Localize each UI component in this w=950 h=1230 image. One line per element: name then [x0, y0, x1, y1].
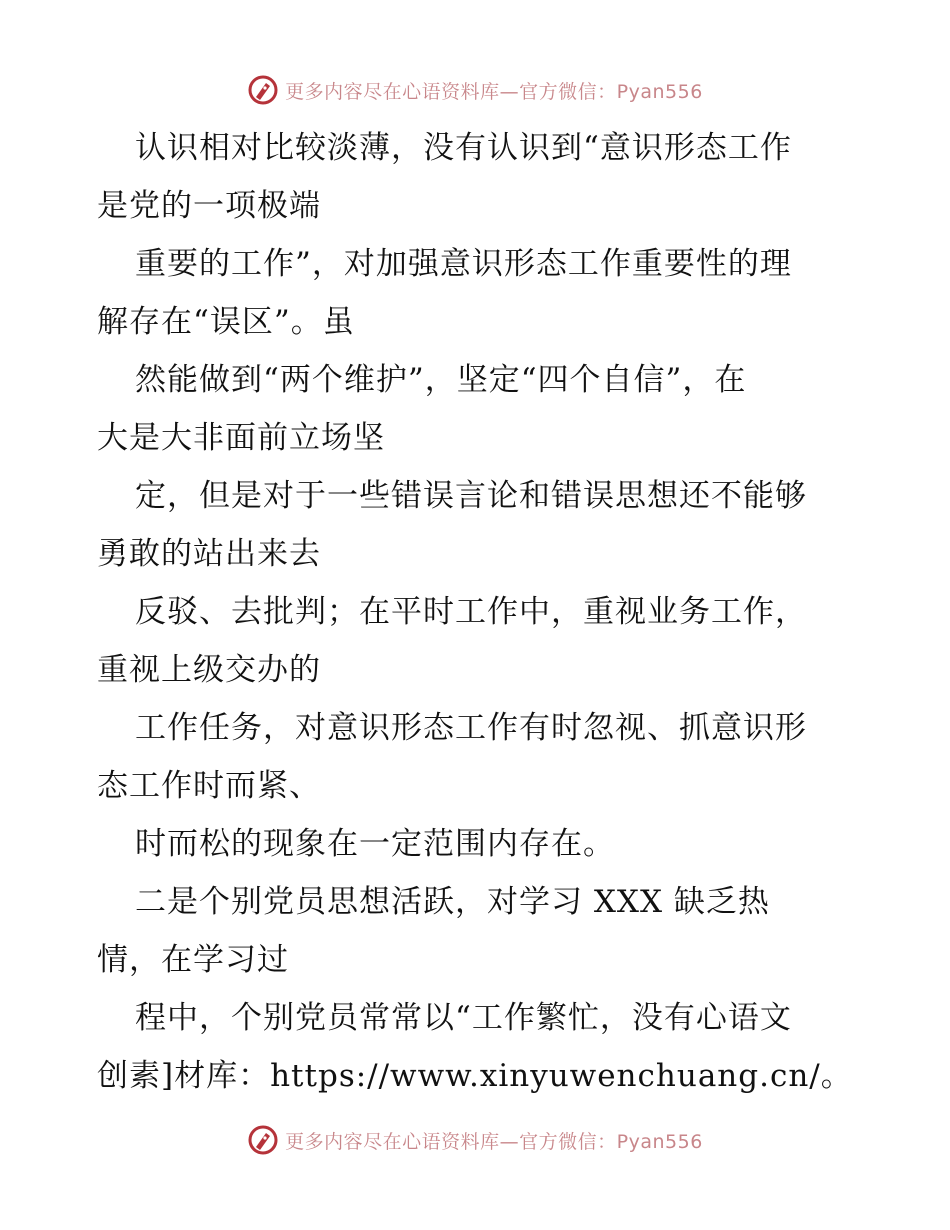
- text-line: 定，但是对于一些错误言论和错误思想还不能够: [135, 478, 807, 514]
- text-line: 反驳、去批判；在平时工作中，重视业务工作，: [135, 594, 807, 630]
- text-line: 重视上级交办的: [97, 652, 321, 688]
- text-line: 勇敢的站出来去: [97, 536, 321, 572]
- text-line: 二是个别党员思想活跃，对学习 XXX 缺乏热: [135, 884, 770, 920]
- text-line: 重要的工作”，对加强意识形态工作重要性的理: [135, 246, 792, 282]
- watermark-header: [0, 70, 950, 110]
- watermark-text: 更多内容尽在心语资料库—官方微信：Pyan556: [285, 80, 703, 103]
- text-line: 工作任务，对意识形态工作有时忽视、抓意识形: [135, 710, 807, 746]
- text-line: 大是大非面前立场坚: [97, 420, 385, 456]
- watermark-footer: [0, 1120, 950, 1160]
- text-line: 程中，个别党员常常以“工作繁忙，没有心语文: [135, 1000, 792, 1036]
- text-line: 态工作时而紧、: [97, 768, 321, 804]
- watermark-text: 更多内容尽在心语资料库—官方微信：Pyan556: [285, 1130, 703, 1153]
- text-line: 创素]材库：https://www.xinyuwenchuang.cn/。: [97, 1058, 853, 1094]
- pen-nib-logo-icon: [247, 1124, 279, 1156]
- text-line: 解存在“误区”。虽: [97, 304, 355, 340]
- text-line: 是党的一项极端: [97, 188, 321, 224]
- pen-nib-logo-icon: [247, 74, 279, 106]
- text-line: 然能做到“两个维护”，坚定“四个自信”，在: [135, 362, 747, 398]
- text-line: 认识相对比较淡薄，没有认识到“意识形态工作: [135, 130, 792, 166]
- text-line: 情，在学习过: [97, 942, 289, 978]
- text-line: 时而松的现象在一定范围内存在。: [135, 826, 615, 862]
